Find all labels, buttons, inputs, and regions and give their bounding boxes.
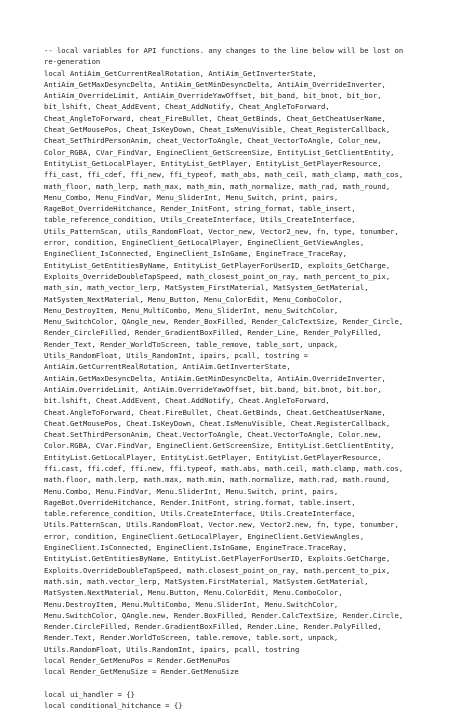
code-line: Menu_SwitchColor, QAngle_new, Render_BoxFilled, Render_CalcTextSize, Render_Circle, [44,317,404,327]
code-line: math.floor, math.lerp, math.max, math.min, math.normalize, math.rad, math.round, [44,475,391,485]
code-line: EngineClient_IsConnected, EngineClient_IsInGame, EngineTrace_TraceRay, [44,249,347,259]
code-line: Utils.RandomFloat, Utils.RandomInt, ipairs, pcall, tostring [44,644,300,654]
code-line: EntityList_GetLocalPlayer, EntityList_GetPlayer, EntityList_GetPlayerResource, [44,158,382,168]
code-line [44,678,444,689]
code-line: Cheat_GetMousePos, Cheat_IsKeyDown, Cheat_IsMenuVisible, Cheat_RegisterCallback, [44,125,391,135]
code-line: error, condition, EngineClient_GetLocalPlayer, EngineClient_GetViewAngles, [44,238,365,248]
code-line: -- local variables for API functions. any changes to the line below will be lost on [44,46,404,55]
code-line: Menu.Combo, Menu.FindVar, Menu.SliderInt, Menu.Switch, print, pairs, [44,486,339,496]
code-line: AntiAim.OverrideLimit, AntiAim.OverrideYawOffset, bit.band, bit.bnot, bit.bor, [44,384,382,394]
code-line: table_reference_condition, Utils_CreateInterface, Utils_CreateInterface, [44,215,356,225]
code-line: Render_CircleFilled, Render_GradientBoxFilled, Render_Line, Render_PolyFilled, [44,328,382,338]
code-line: Menu.DestroyItem, Menu.MultiCombo, Menu.SliderInt, Menu.SwitchColor, [44,599,339,609]
code-line: Color_RGBA, CVar_FindVar, EngineClient_GetScreenSize, EntityList_GetClientEntity, [44,147,395,157]
code-line: Cheat.GetMousePos, Cheat.IsKeyDown, Cheat.IsMenuVisible, Cheat.RegisterCallback, [44,418,391,428]
code-line: error, condition, EngineClient.GetLocalPlayer, EngineClient.GetViewAngles, [44,531,365,541]
code-line: AntiAim_GetMaxDesyncDelta, AntiAim_GetMinDesyncDelta, AntiAim_OverrideInverter, [44,79,386,89]
code-line: Utils.PatternScan, Utils.RandomFloat, Vector.new, Vector2.new, fn, type, tonumber, [44,520,399,530]
code-line: local Render_GetMenuSize = Render.GetMenuSize [44,667,239,677]
code-line: Cheat_SetThirdPersonAnim, cheat_VectorToAngle, Cheat_VectorToAngle, Color_new, [44,136,382,146]
code-line: bit_lshift, Cheat_AddEvent, Cheat_AddNotify, Cheat_AngleToForward, [44,102,330,112]
code-line: RageBot_OverrideHitchance, Render_InitFont, string_format, table_insert, [44,204,356,214]
code-line: table.reference_condition, Utils.CreateInterface, Utils.CreateInterface, [44,509,356,519]
code-line: local Render_GetMenuPos = Render.GetMenuPos [44,656,231,666]
code-line: math_sin, math_vector_lerp, MatSystem_FirstMaterial, MatSystem_GetMaterial, [44,283,369,293]
code-line: AntiAim_OverrideLimit, AntiAim_OverrideYawOffset, bit_band, bit_bnot, bit_bor, [44,91,382,101]
code-line: re-generation [44,57,101,67]
code-line: local ui_handler = {} [44,689,135,699]
code-line: ffi.cast, ffi.cdef, ffi.new, ffi.typeof, math.abs, math.ceil, math.clamp, math.cos, [44,463,404,473]
code-line: Menu.SwitchColor, QAngle.new, Render.BoxFilled, Render.CalcTextSize, Render.Circle, [44,610,404,620]
code-line: Color.RGBA, CVar.FindVar, EngineClient.GetScreenSize, EntityList.GetClientEntity, [44,441,395,451]
code-line: Render.CircleFilled, Render.GradientBoxFilled, Render.Line, Render.PolyFilled, [44,622,382,632]
code-line: Utils_RandomFloat, Utils_RandomInt, ipairs, pcall, tostring = [44,351,308,361]
code-line: Cheat.SetThirdPersonAnim, Cheat.VectorToAngle, Cheat.VectorToAngle, Color.new, [44,430,382,440]
code-line: local conditional_hitchance = {} [44,701,183,711]
code-line: Exploits_OverrideDoubleTapSpeed, math_closest_point_on_ray, math_percent_to_pix, [44,271,391,281]
code-line: AntiAim.GetCurrentRealRotation, AntiAim.GetInverterState, [44,362,291,372]
code-line: Menu_DestroyItem, Menu_MultiCombo, Menu_SliderInt, menu_SwitchColor, [44,305,339,315]
code-line: RageBot.OverrideHitchance, Render.InitFont, string.format, table.insert, [44,497,356,507]
code-line: math.sin, math.vector_lerp, MatSystem.FirstMaterial, MatSystem.GetMaterial, [44,576,369,586]
code-line: math_floor, math_lerp, math_max, math_min, math_normalize, math_rad, math_round, [44,181,391,191]
code-line: Utils_PatternScan, utils_RandomFloat, Vector_new, Vector2_new, fn, type, tonumber, [44,226,399,236]
code-line: EntityList_GetEntitiesByName, EntityList_GetPlayerForUserID, exploits_GetCharge, [44,260,391,270]
code-line: Menu_Combo, Menu_FindVar, Menu_SliderInt, Menu_Switch, print, pairs, [44,192,339,202]
code-line: local AntiAim_GetCurrentRealRotation, AntiAim_GetInverterState, [44,68,317,78]
code-line: Render_Text, Render_WorldToScreen, table_remove, table_sort, unpack, [44,339,339,349]
code-line: bit.lshift, Cheat.AddEvent, Cheat.AddNotify, Cheat.AngleToForward, [44,396,330,406]
code-block [44,45,444,712]
code-line: AntiAim.GetMaxDesyncDelta, AntiAim.GetMinDesyncDelta, AntiAim.OverrideInverter, [44,373,386,383]
code-line: EntityList.GetEntitiesByName, EntityList.GetPlayerForUserID, Exploits.GetCharge, [44,554,391,564]
code-line: ffi_cast, ffi_cdef, ffi_new, ffi_typeof, math_abs, math_ceil, math_clamp, math_cos, [44,170,404,180]
code-line: EntityList.GetLocalPlayer, EntityList.GetPlayer, EntityList.GetPlayerResource, [44,452,382,462]
code-line: Exploits.OverrideDoubleTapSpeed, math.closest_point_on_ray, math.percent_to_pix, [44,565,391,575]
code-line: MatSystem.NextMaterial, Menu.Button, Menu.ColorEdit, Menu.ComboColor, [44,588,343,598]
code-line: Cheat_AngleToForward, cheat_FireBullet, Cheat_GetBinds, Cheat_GetCheatUserName, [44,113,386,123]
code-line: EngineClient.IsConnected, EngineClient.IsInGame, EngineTrace.TraceRay, [44,543,347,553]
code-line: Cheat.AngleToForward, Cheat.FireBullet, Cheat.GetBinds, Cheat.GetCheatUserName, [44,407,386,417]
code-line: MatSystem_NextMaterial, Menu_Button, Menu_ColorEdit, Menu_ComboColor, [44,294,343,304]
code-line: Render.Text, Render.WorldToScreen, table.remove, table.sort, unpack, [44,633,339,643]
